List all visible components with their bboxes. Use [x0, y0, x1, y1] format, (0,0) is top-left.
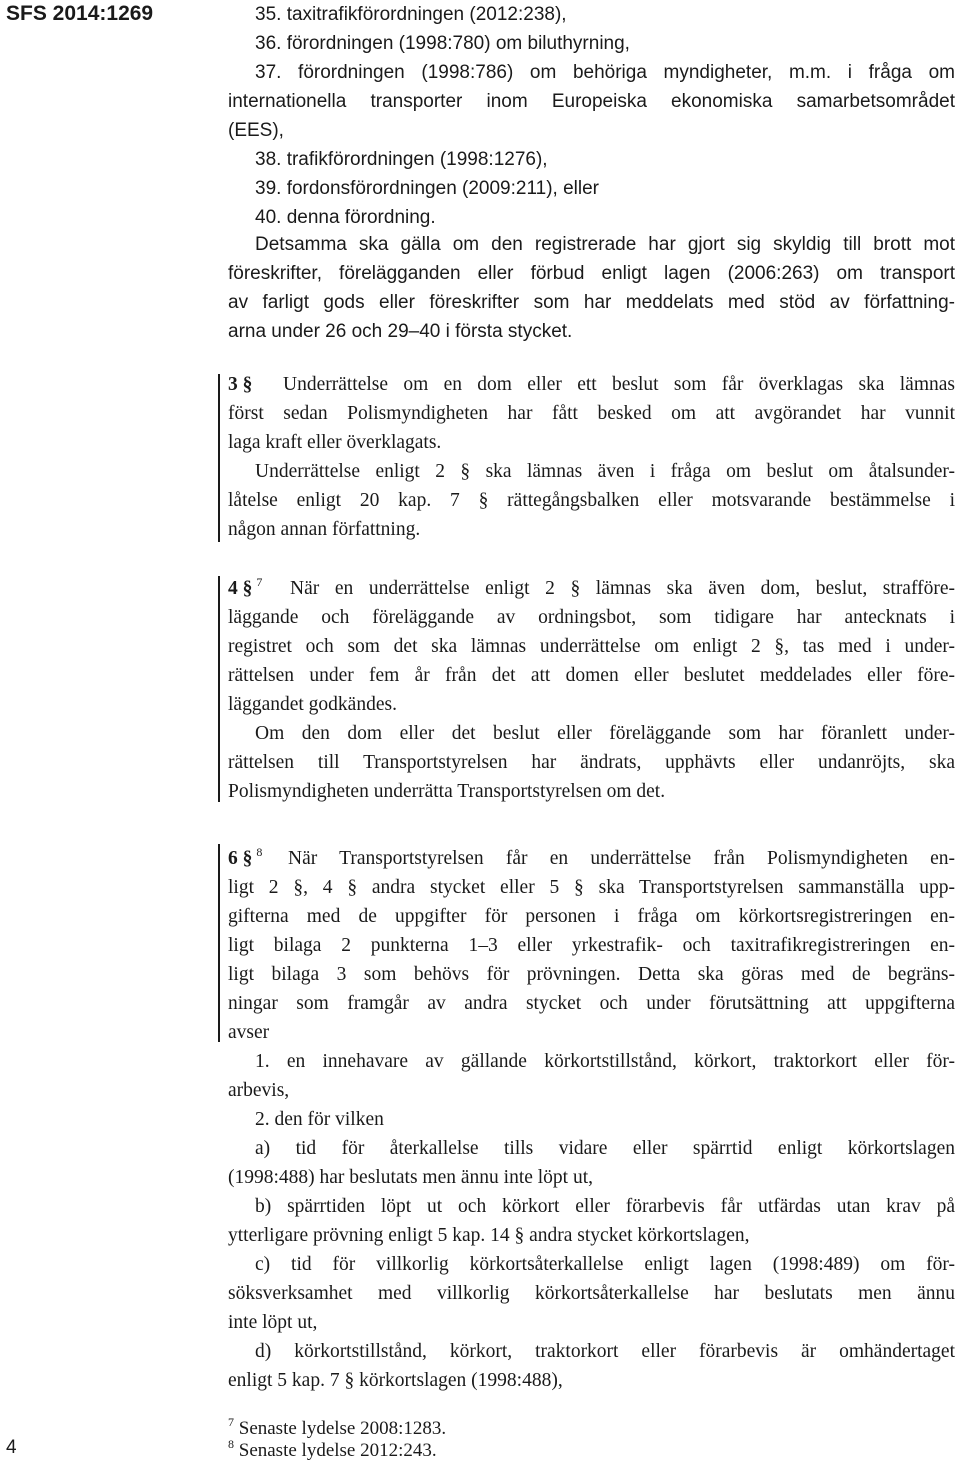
section-6-line: arbevis, [228, 1080, 290, 1101]
section-3-line: laga kraft eller överklagats. [228, 432, 442, 453]
section-4-line: Om den dom eller det beslut eller föreläggande som har föranlett under- [255, 723, 955, 744]
list-item-37: 37. förordningen (1998:786) om behöriga myndigheter, m.m. i fråga om [255, 62, 955, 83]
list-item-36: 36. förordningen (1998:780) om biluthyrning, [255, 33, 630, 54]
section-6-line: ytterligare prövning enligt 5 kap. 14 § andra stycket körkortslagen, [228, 1225, 750, 1246]
section-4-line: läggande och föreläggande av ordningsbot, som tidigare har antecknats i [228, 607, 955, 628]
section-6-line: c) tid för villkorlig körkortsåterkallelse enligt lagen (1998:489) om för- [255, 1254, 955, 1275]
change-bar [218, 576, 220, 802]
paragraph-line: arna under 26 och 29–40 i första stycket. [228, 321, 573, 342]
list-item-35: 35. taxitrafikförordningen (2012:238), [255, 4, 567, 25]
sfs-number: SFS 2014:1269 [6, 2, 154, 25]
section-6-line: ningar som framgår av andra stycket och under förutsättning att uppgifterna [228, 993, 955, 1014]
section-3-line: Underrättelse enligt 2 § ska lämnas även i fråga om beslut om åtalsunder- [255, 461, 955, 482]
section-6-line: inte löpt ut, [228, 1312, 318, 1333]
footnote-text: Senaste lydelse 2008:1283. [238, 1418, 447, 1439]
section-3-line: någon annan författning. [228, 519, 421, 540]
paragraph-line: föreskrifter, förelägganden eller förbud enligt lagen (2006:263) om transport [228, 263, 955, 284]
section-6-line: avser [228, 1022, 270, 1043]
section-6-line: ligt bilaga 3 som behövs för prövningen. Detta ska göras med de begräns- [228, 964, 955, 985]
section-4-line: När en underrättelse enligt 2 § lämnas ska även dom, beslut, strafföre- [290, 578, 955, 599]
footnote-text: Senaste lydelse 2012:243. [238, 1440, 437, 1461]
footnote-ref-8: 8 [256, 845, 263, 859]
section-6-line: b) spärrtiden löpt ut och körkort eller förarbevis får utfärdas utan krav på [255, 1196, 955, 1217]
footnote-ref-7: 7 [256, 575, 263, 589]
footnote-number: 7 [228, 1415, 234, 1429]
section-6-line: 1. en innehavare av gällande körkortstillstånd, körkort, traktorkort eller för- [255, 1051, 955, 1072]
paragraph-line: av farligt gods eller föreskrifter som har meddelats med stöd av författning- [228, 292, 955, 313]
list-item-39: 39. fordonsförordningen (2009:211), eller [255, 178, 599, 199]
section-6-line: söksverksamhet med villkorlig körkortsåterkallelse har beslutats men ännu [228, 1283, 955, 1304]
change-bar [218, 374, 220, 542]
section-4-line: registret och som det ska lämnas underrättelse om enligt 2 §, tas med i under- [228, 636, 955, 657]
section-6-line: ligt 2 §, 4 § andra stycket eller 5 § ska Transportstyrelsen sammanställa upp- [228, 877, 955, 898]
section-4-line: läggandet godkändes. [228, 694, 397, 715]
section-6-line: d) körkortstillstånd, körkort, traktorkort eller förarbevis är omhändertaget [255, 1341, 955, 1362]
footnote-7 [228, 1415, 447, 1440]
section-4-line: Polismyndigheten underrätta Transportstyrelsen om det. [228, 781, 666, 802]
list-item-38: 38. trafikförordningen (1998:1276), [255, 149, 548, 170]
list-item-37-cont: internationella transporter inom Europeiska ekonomiska samarbetsområdet [228, 91, 955, 112]
section-3-line: låtelse enligt 20 kap. 7 § rättegångsbalken eller motsvarande bestämmelse i [228, 490, 955, 511]
section-4-line: rättelsen under fem år från det att domen eller beslutet meddelades eller före- [228, 665, 955, 686]
section-4-number: 4 § [228, 578, 253, 599]
list-item-40: 40. denna förordning. [255, 207, 436, 228]
change-bar [218, 844, 220, 1042]
page-number: 4 [6, 1437, 17, 1458]
section-6-line: (1998:488) har beslutats men ännu inte löpt ut, [228, 1167, 594, 1188]
section-6-line: När Transportstyrelsen får en underrättelse från Polismyndigheten en- [288, 848, 955, 869]
section-6-line: enligt 5 kap. 7 § körkortslagen (1998:488), [228, 1370, 563, 1391]
footnote-8 [228, 1437, 437, 1462]
section-6-line: ligt bilaga 2 punkterna 1–3 eller yrkestrafik- och taxitrafikregistreringen en- [228, 935, 955, 956]
footnote-number: 8 [228, 1437, 234, 1451]
section-3-line: först sedan Polismyndigheten har fått besked om att avgörandet har vunnit [228, 403, 955, 424]
section-6-heading [228, 844, 262, 873]
section-4-line: rättelsen till Transportstyrelsen har ändrats, upphävts eller undanröjts, ska [228, 752, 955, 773]
section-6-line: a) tid för återkallelse tills vidare eller spärrtid enligt körkortslagen [255, 1138, 955, 1159]
list-item-37-cont2: (EES), [228, 120, 284, 141]
section-3-line: Underrättelse om en dom eller ett beslut som får överklagas ska lämnas [283, 374, 955, 395]
paragraph-line: Detsamma ska gälla om den registrerade har gjort sig skyldig till brott mot [255, 234, 955, 255]
section-3-number: 3 § [228, 374, 253, 395]
section-6-line: 2. den för vilken [255, 1109, 384, 1130]
section-4-heading [228, 574, 262, 603]
section-6-number: 6 § [228, 848, 253, 869]
section-6-line: gifterna med de uppgifter för personen i fråga om körkortsregistreringen en- [228, 906, 955, 927]
